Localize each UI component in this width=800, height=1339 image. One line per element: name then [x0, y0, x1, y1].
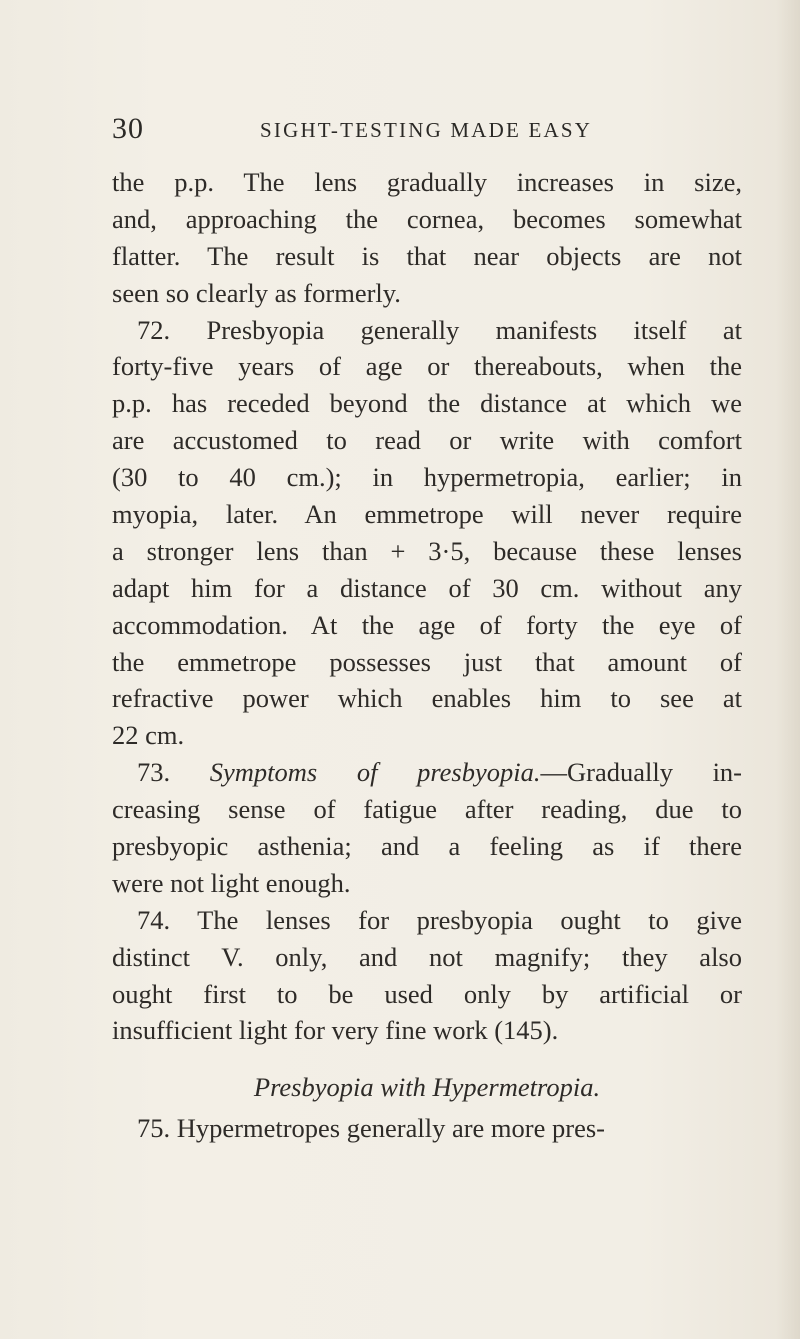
paragraph-74-start: 74. The lenses for presbyopia ought to give [137, 904, 742, 935]
text-line: p.p. has receded beyond the distance at which we [112, 388, 742, 419]
text-line: creasing sense of fatigue after reading, due to [112, 794, 742, 825]
page-number: 30 [112, 112, 144, 145]
text-line: adapt him for a distance of 30 cm. without any [112, 572, 742, 603]
text-line: were not light enough. [112, 867, 351, 898]
paragraph-73-start [112, 754, 742, 791]
text-line: the p.p. The lens gradually increases in size, [112, 167, 742, 197]
paragraph-72-start: 72. Presbyopia generally manifests itself at [137, 314, 742, 345]
text-line: ought first to be used only by artificial or [112, 978, 742, 1009]
page-header [112, 112, 712, 152]
text-line: presbyopic asthenia; and a feeling as if there [112, 831, 742, 862]
text-line: the emmetrope possesses just that amount of [112, 646, 742, 677]
paragraph-75-start: 75. Hypermetropes generally are more pres- [137, 1113, 605, 1144]
text-line: seen so clearly as formerly. [112, 277, 401, 308]
text-line: accommodation. At the age of forty the eye of [112, 609, 742, 640]
text-line: 22 cm. [112, 720, 185, 751]
body-text [112, 164, 742, 1147]
text-line: myopia, later. An emmetrope will never require [112, 499, 742, 530]
text-line: insufficient light for very fine work (145). [112, 1015, 559, 1046]
text-line: flatter. The result is that near objects are not [112, 240, 742, 271]
paragraph-number: 73. [137, 757, 171, 788]
text-line: are accustomed to read or write with comfort [112, 425, 742, 456]
text-line: (30 to 40 cm.); in hypermetropia, earlier; in [112, 462, 742, 493]
text-line: distinct V. only, and not magnify; they also [112, 941, 742, 972]
text-line: and, approaching the cornea, becomes somewhat [112, 203, 742, 234]
section-heading: Presbyopia with Hypermetropia. [253, 1072, 601, 1103]
paragraph-text: —Gradually in- [540, 757, 743, 788]
running-head: SIGHT-TESTING MADE EASY [260, 118, 593, 142]
text-line: refractive power which enables him to see at [112, 683, 742, 714]
italic-subheading: Symptoms of presbyopia. [209, 757, 541, 788]
text-line: a stronger lens than + 3·5, because these lenses [112, 535, 742, 566]
text-line: forty-five years of age or thereabouts, when the [112, 351, 742, 382]
